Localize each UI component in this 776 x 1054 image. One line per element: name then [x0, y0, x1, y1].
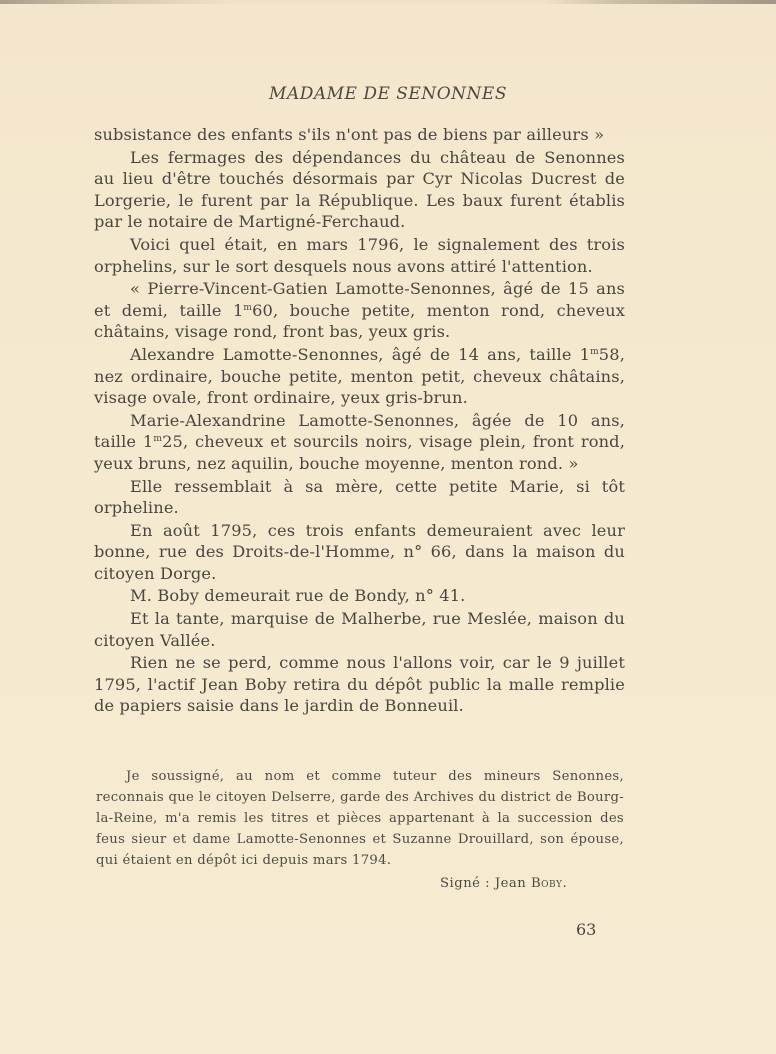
- signature-prefix: Signé : Jean: [440, 876, 531, 891]
- quote-text: Je soussigné, au nom et comme tuteur des mineurs Senonnes, reconnais que le citoyen Delserre, garde des Archives du district de Bourg-la-Reine, m'a remis les titres et pièces appartenant à la succession des feus sieur et dame Lamotte-Senonnes et Suzanne Drouillard, son épouse, qui étaient en dépôt ici depuis mars 1794.: [96, 769, 624, 868]
- paragraph: M. Boby demeurait rue de Bondy, n° 41.: [130, 586, 466, 606]
- signature-name: Boby: [530, 876, 563, 891]
- running-head: MADAME DE SENONNES: [269, 84, 507, 104]
- unit-superscript: m: [243, 302, 253, 313]
- paragraph: Et la tante, marquise de Malherbe, rue Meslée, maison du citoyen Vallée.: [94, 609, 625, 650]
- page-number: 63: [576, 920, 597, 939]
- paragraph: Rien ne se perd, comme nous l'allons voir, car le 9 juillet 1795, l'actif Jean Boby retira du dépôt public la malle remplie de papiers saisie dans le jardin de Bonneuil.: [94, 653, 625, 716]
- paragraph: [94, 344, 625, 409]
- paragraph: subsistance des enfants s'ils n'ont pas de biens par ailleurs »: [94, 125, 605, 144]
- paragraph-text: 60, bouche petite, menton rond, cheveux châtains, visage rond, front bas, yeux gris.: [94, 300, 625, 342]
- paragraph: [94, 278, 625, 343]
- signature-suffix: .: [562, 876, 568, 891]
- paragraph-text: « Pierre-Vincent-Gatien Lamotte-Senonnes, âgé de 15 ans et demi, taille 1: [94, 279, 625, 320]
- paragraph: [94, 410, 625, 475]
- unit-superscript: m: [153, 434, 163, 445]
- signature: [440, 876, 567, 891]
- page-top-edge: [0, 0, 776, 4]
- paragraph: Les fermages des dépendances du château de Senonnes au lieu d'être touchés désormais par Cyr Nicolas Ducrest de Lorgerie, le furent par la République. Les baux furent établis par le notaire de Martigné-Ferchaud.: [94, 147, 625, 232]
- paragraph: Elle ressemblait à sa mère, cette petite Marie, si tôt orpheline.: [94, 476, 625, 518]
- body-text: [94, 124, 625, 717]
- paragraph-text: 58, nez ordinaire, bouche petite, menton petit, cheveux châtains, visage ovale, front ordinaire, yeux gris-brun.: [94, 344, 625, 408]
- unit-superscript: m: [590, 346, 599, 357]
- paragraph: En août 1795, ces trois enfants demeuraient avec leur bonne, rue des Droits-de-l'Homme, n° 66, dans la maison du citoyen Dorge.: [94, 520, 625, 583]
- paragraph-text: Alexandre Lamotte-Senonnes, âgé de 14 ans, taille 1: [130, 344, 591, 364]
- quoted-receipt: [96, 766, 624, 871]
- paragraph: Voici quel était, en mars 1796, le signalement des trois orphelins, sur le sort desquels nous avons attiré l'attention.: [94, 234, 625, 276]
- paragraph-text: Marie-Alexandrine Lamotte-Senonnes, âgée de 10 ans, taille 1: [94, 410, 625, 452]
- paragraph-text: 25, cheveux et sourcils noirs, visage plein, front rond, yeux bruns, nez aquilin, bouche moyenne, menton rond. »: [94, 432, 625, 473]
